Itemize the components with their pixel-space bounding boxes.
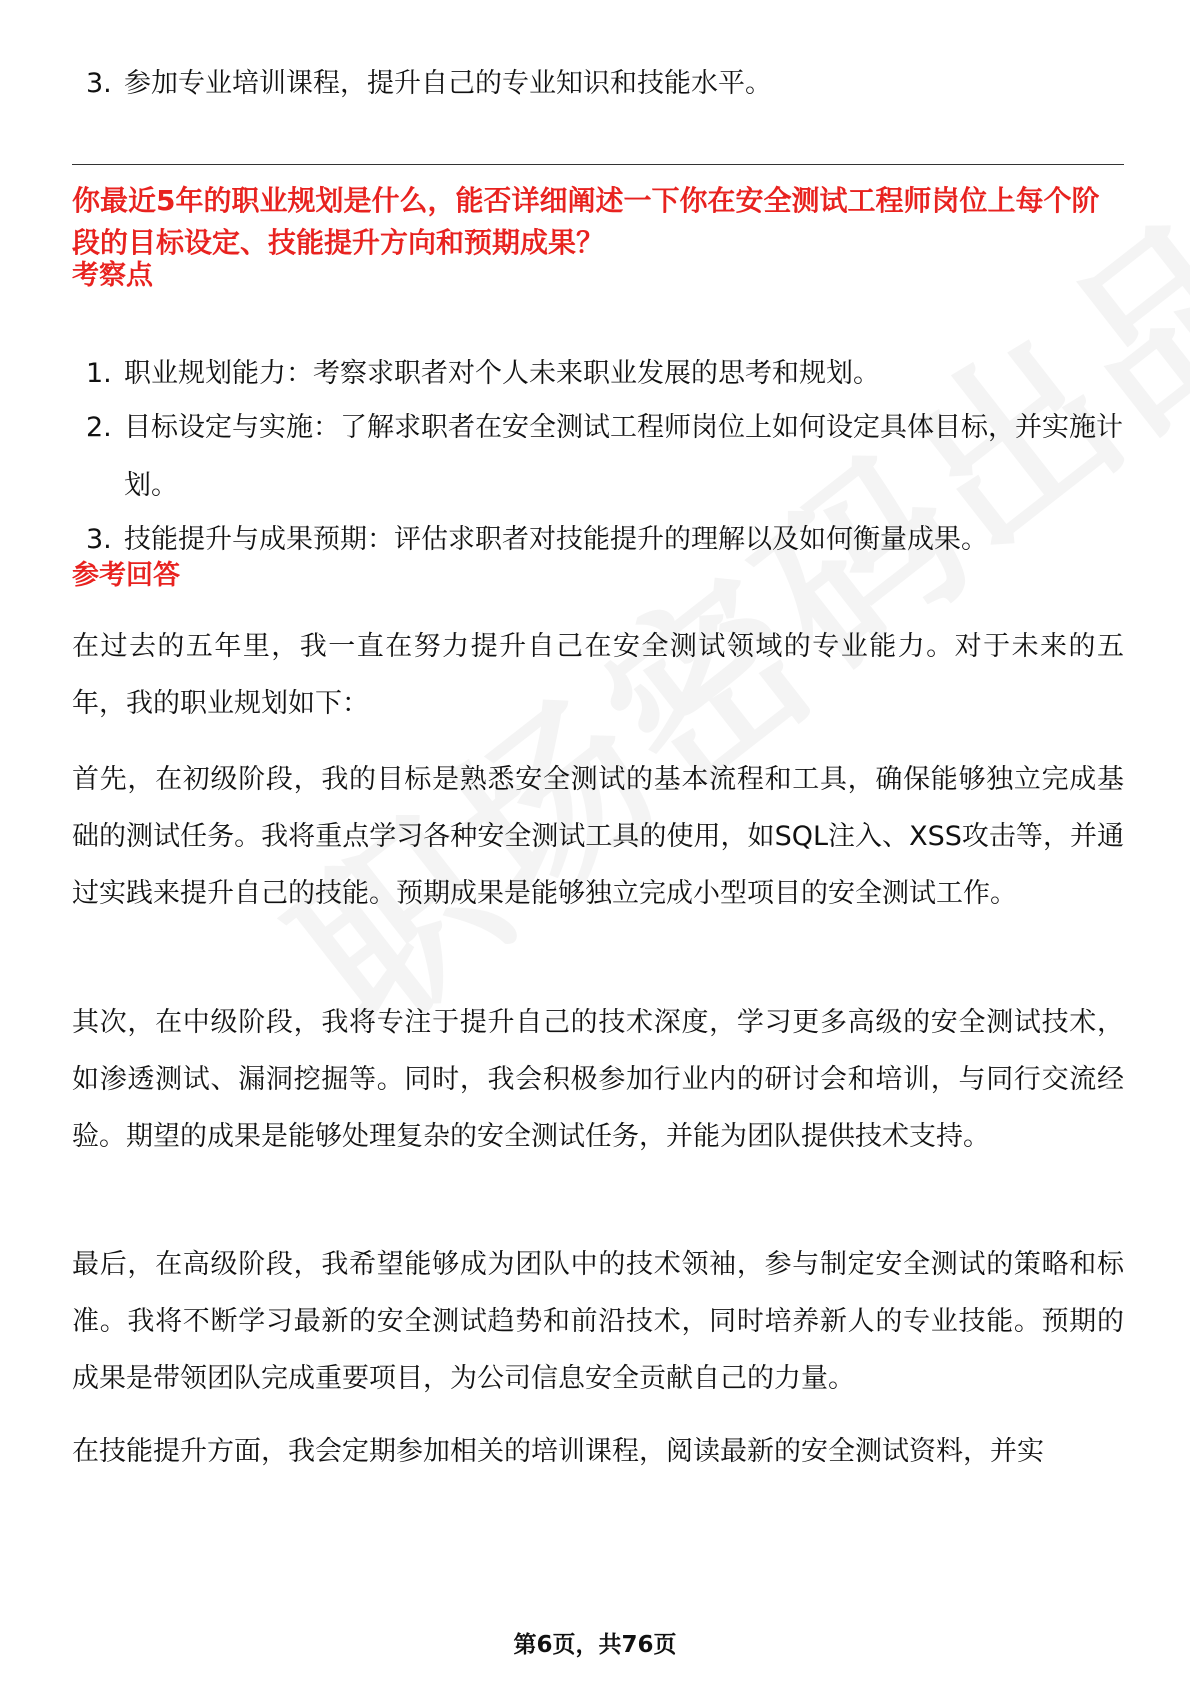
points-list [72, 345, 1124, 569]
answer-heading: 参考回答 [72, 560, 180, 591]
list-text: 参加专业培训课程，提升自己的专业知识和技能水平。 [124, 68, 772, 99]
list-text: 技能提升与成果预期：评估求职者对技能提升的理解以及如何衡量成果。 [124, 524, 988, 555]
list-text: 目标设定与实施：了解求职者在安全测试工程师岗位上如何设定具体目标，并实施计划。 [124, 412, 1123, 501]
answer-paragraph: 最后，在高级阶段，我希望能够成为团队中的技术领袖，参与制定安全测试的策略和标准。我将不断学习最新的安全测试趋势和前沿技术，同时培养新人的专业技能。预期的成果是带领团队完成重要项目，为公司信息安全贡献自己的力量。 [72, 1249, 1124, 1394]
answer-paragraph: 其次，在中级阶段，我将专注于提升自己的技术深度，学习更多高级的安全测试技术，如渗透测试、漏洞挖掘等。同时，我会积极参加行业内的研讨会和培训，与同行交流经验。期望的成果是能够处理复杂的安全测试任务，并能为团队提供技术支持。 [72, 1007, 1124, 1152]
list-item [72, 511, 1124, 569]
question-heading: 你最近5年的职业规划是什么，能否详细阐述一下你在安全测试工程师岗位上每个阶段的目标设定、技能提升方向和预期成果？ [72, 184, 1100, 259]
answer-paragraph: 首先，在初级阶段，我的目标是熟悉安全测试的基本流程和工具，确保能够独立完成基础的测试任务。我将重点学习各种安全测试工具的使用，如SQL注入、XSS攻击等，并通过实践来提升自己的技能。预期成果是能够独立完成小型项目的安全测试工作。 [72, 764, 1124, 909]
previous-list [72, 55, 1124, 113]
list-number: 1. [86, 358, 112, 389]
answer-paragraph: 在技能提升方面，我会定期参加相关的培训课程，阅读最新的安全测试资料，并实 [72, 1436, 1044, 1467]
points-heading: 考察点 [72, 260, 153, 291]
list-item [72, 345, 1124, 403]
section-divider [72, 164, 1124, 165]
page-number: 第6页，共76页 [513, 1632, 677, 1658]
list-item [72, 399, 1124, 515]
list-item [72, 55, 1124, 113]
list-number: 2. [86, 412, 112, 443]
list-number: 3. [86, 68, 112, 99]
answer-paragraph: 在过去的五年里，我一直在努力提升自己在安全测试领域的专业能力。对于未来的五年，我的职业规划如下： [72, 631, 1124, 719]
list-number: 3. [86, 524, 112, 555]
list-text: 职业规划能力：考察求职者对个人未来职业发展的思考和规划。 [124, 358, 880, 389]
